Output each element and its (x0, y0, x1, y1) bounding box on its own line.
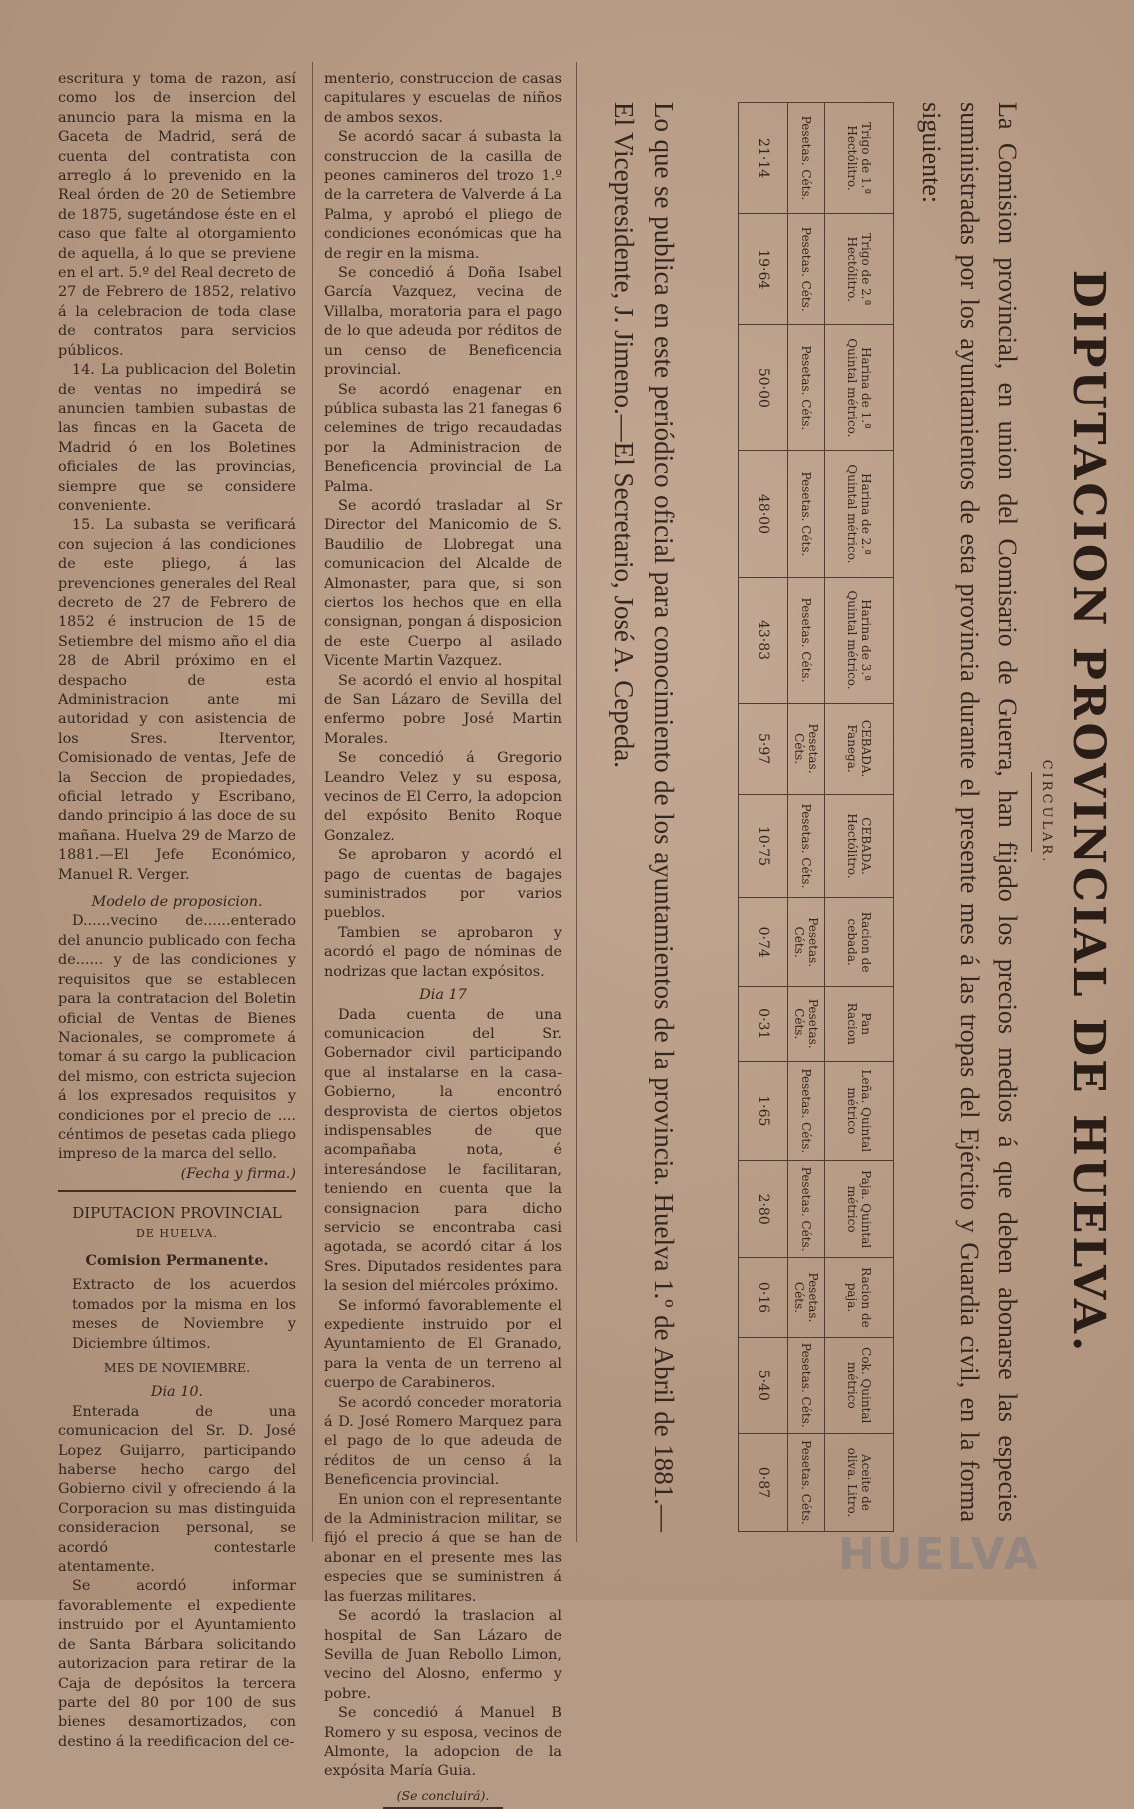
footer-text: Lo que se publica en este periódico oficial para conocimiento de los ayuntamientos de la provincia. Huelva 1.º de Abril de 1881.—El Vicepresidente, J. Jimeno.—El Secretario, José A. Cepeda. (609, 102, 679, 1532)
unit-cell: Pesetas. Céts. (788, 898, 825, 986)
value-cell: 0·87 (739, 1433, 788, 1531)
paragraph: Se concedió á Gregorio Leandro Velez y su esposa, vecinos de El Cerro, la adopcion del expósito Benito Roque Gonzalez. (324, 750, 562, 844)
unit-cell: Pesetas. Céts. (788, 325, 825, 451)
paragraph: Extracto de los acuerdos tomados por la misma en los meses de Noviembre y Diciembre últimos. (72, 1277, 296, 1352)
signature-note: (Fecha y firma.) (180, 1165, 296, 1182)
unit-cell: Pesetas. Céts. (788, 1258, 825, 1337)
unit-cell: Pesetas. Céts. (788, 1061, 825, 1160)
rotated-circular (574, 62, 1134, 1562)
column-header: Harina de 3.ª Quintal métrico. (825, 577, 894, 703)
unit-cell: Pesetas. Céts. (788, 214, 825, 325)
value-cell: 0·31 (739, 986, 788, 1061)
circular-label: CIRCULAR. (1039, 759, 1054, 865)
huelva-logo-watermark: HUELVA (838, 1529, 1040, 1580)
column-divider (312, 62, 313, 1542)
unit-cell: Pesetas. Céts. (788, 103, 825, 214)
table-row (739, 103, 788, 1532)
section-heading: Modelo de proposicion. (91, 894, 263, 911)
paragraph: Se aprobaron y acordó el pago de cuentas de bagajes suministrados por varios pueblos. (324, 847, 562, 922)
section-subtitle: DE HUELVA. (136, 1226, 218, 1240)
column-header: Cok. Quintal métrico (825, 1337, 894, 1433)
column-header: Racion de cebada. (825, 898, 894, 986)
value-cell: 0·16 (739, 1258, 788, 1337)
section-heading: Comision Permanente. (85, 1251, 269, 1269)
column-middle (324, 70, 562, 1809)
unit-cell: Pesetas. Céts. (788, 986, 825, 1061)
month-heading: MES DE NOVIEMBRE. (103, 1360, 251, 1375)
paragraph: D......vecino de......enterado del anuncio publicado con fecha de...... y de las condiciones y requisitos que se establecen para la contratacion del Boletin oficial de Ventas de Bienes Nacionales, se compromete á tomar á su cargo la publicacion del mismo, con estricta sujecion á los expresados requisitos y condiciones por el precio de .... céntimos de pesetas cada pliego impreso de la marca del sello. (58, 913, 296, 1163)
continuation-note: (Se concluirá). (396, 1787, 490, 1803)
paragraph: Se acordó el envio al hospital de San Lázaro de Sevilla del enfermo pobre José Martin Morales. (324, 672, 562, 747)
paragraph: 15. La subasta se verificará con sujecion á las condiciones de este pliego, á las prevenciones generales del Real decreto de 27 de Febrero de 1852 é instrucion de 15 de Setiembre del mismo año el dia 28 de Abril próximo en el despacho de esta Administracion ante mi autoridad y con asistencia de los Sres. Iterventor, Comisionado de ventas, Jefe de la Seccion de propiedades, oficial letrado y Escribano, dando principio á las doce de su mañana. Huelva 29 de Marzo de 1881.—El Jefe Económico, Manuel R. Verger. (58, 517, 296, 883)
paragraph: Se acordó sacar á subasta la construccion de la casilla de peones camineros del trozo 1.º de la carretera de Valverde á La Palma, y aprobó el pliego de condiciones económicas que ha de regir en la misma. (324, 129, 562, 262)
paragraph: escritura y toma de razon, así como los de insercion del anuncio para la misma en la Gaceta de Madrid, será de cuenta del contratista con arreglo á lo prevenido en la Real órden de 20 de Setiembre de 1875, sugetándose éste en el caso que falte al otorgamiento de aquella, á lo que se previene en el art. 5.º del Real decreto de 27 de Febrero de 1852, relativo á la celebracion de toda clase de contratos para servicios públicos. (58, 71, 296, 359)
unit-cell: Pesetas. Céts. (788, 577, 825, 703)
page-title: DIPUTACION PROVINCIAL DE HUELVA. (1063, 269, 1114, 1355)
table-header-row (825, 103, 894, 1532)
paragraph: Tambien se aprobaron y acordó el pago de nóminas de nodrizas que lactan expósitos. (324, 924, 562, 980)
column-header: Pan Racion (825, 986, 894, 1061)
divider (1031, 772, 1032, 852)
column-header: Trigo de 2.ª Hectólitro. (825, 214, 894, 325)
intro-text: La Comision provincial, en union del Comisario de Guerra, han fijado los precios medios á que deben abonarse las especies suministradas por los ayuntamientos de esta provincia durante el presente mes á las tropas del Ejército y Guardia civil, en la forma siguiente: (917, 102, 1022, 1522)
column-header: Paja. Quintal métrico (825, 1161, 894, 1258)
value-cell: 48·00 (739, 451, 788, 577)
value-cell: 5·40 (739, 1337, 788, 1433)
paragraph: Se concedió á Manuel B Romero y su esposa, vecinos de Almonte, la adopcion de la expósita María Guia. (324, 1705, 562, 1780)
paragraph: 14. La publicacion del Boletin de ventas no impedirá se anuncien tambien subastas de las fincas en la Gaceta de Madrid ó en los Boletines oficiales de las provincias, siempre que se considere conveniente. (58, 362, 296, 514)
paragraph: Se acordó trasladar al Sr Director del Manicomio de S. Baudilio de Llobregat una comunicacion del Alcalde de Almonaster, para que, si son ciertos los hechos que en ella consignan, pongan á disposicion de este Cuerpo al asilado Vicente Martin Vazquez. (324, 497, 562, 670)
column-header: Aceite de oliva. Litro. (825, 1433, 894, 1531)
paragraph: Se concedió á Doña Isabel García Vazquez, vecina de Villalba, moratoria para el pago de lo que adeuda por réditos de un censo de Beneficencia provincial. (324, 265, 562, 379)
value-cell: 50·00 (739, 325, 788, 451)
column-header: Harina de 2.ª Quintal métrico. (825, 451, 894, 577)
paragraph: Dada cuenta de una comunicacion del Sr. Gobernador civil participando que al instalarse en la casa-Gobierno, la encontró desprovista de ciertos objetos indispensables de que acompañaba nota, é interesándose le facilitaran, teniendo en cuenta que la consignacion para dicho servicio se encontraba casi agotada, se acordó citar á los Sres. Diputados residentes para la sesion del miércoles próximo. (324, 1006, 562, 1295)
value-cell: 21·14 (739, 103, 788, 214)
value-cell: 43·83 (739, 577, 788, 703)
divider (58, 1190, 296, 1192)
paragraph: En union con el representante de la Administracion militar, se fijó el precio á que se han de abonar en el presente mes las especies que se suministren á las fuerzas militares. (324, 1491, 562, 1605)
unit-cell: Pesetas. Céts. (788, 451, 825, 577)
paragraph: menterio, construccion de casas capitulares y escuelas de niños de ambos sexos. (324, 71, 562, 126)
paragraph: Se acordó la traslacion al hospital de San Lázaro de Sevilla de Juan Rebollo Limon, vecino del Alosno, enfermo y pobre. (324, 1608, 562, 1702)
unit-cell: Pesetas. Céts. (788, 1337, 825, 1433)
section-title: DIPUTACION PROVINCIAL (72, 1204, 282, 1223)
column-header: Racion de paja. (825, 1258, 894, 1337)
value-cell: 5·97 (739, 703, 788, 794)
column-header: CEBADA. Hectólitro. (825, 794, 894, 898)
value-cell: 0·74 (739, 898, 788, 986)
paragraph: Enterada de una comunicacion del Sr. D. José Lopez Guijarro, participando haberse hecho cargo del Gobierno civil y ofreciendo á la Corporacion su mas distinguida consideracion personal, se acordó contestarle atentamente. (58, 1403, 296, 1576)
value-cell: 10·75 (739, 794, 788, 898)
day-heading: Dia 17 (419, 987, 467, 1004)
value-cell: 2·80 (739, 1161, 788, 1258)
unit-cell: Pesetas. Céts. (788, 1433, 825, 1531)
column-header: Harina de 1.ª Quintal métrico. (825, 325, 894, 451)
unit-cell: Pesetas. Céts. (788, 794, 825, 898)
day-heading: Dia 10. (150, 1384, 204, 1401)
column-left (58, 70, 296, 1752)
column-header: Trigo de 1.ª Hectólitro. (825, 103, 894, 214)
paragraph: Se acordó enagenar en pública subasta las 21 fanegas 6 celemines de trigo recaudadas por la Administracion de Beneficencia provincial de La Palma. (324, 381, 562, 495)
prices-table (738, 102, 894, 1532)
table-unit-row (788, 103, 825, 1532)
unit-cell: Pesetas. Céts. (788, 1161, 825, 1258)
column-header: CEBADA. Fanega. (825, 703, 894, 794)
unit-cell: Pesetas. Céts. (788, 703, 825, 794)
paragraph: Se informó favorablemente el expediente instruido por el Ayuntamiento de El Granado, para la venta de un terreno al cuerpo de Carabineros. (324, 1297, 562, 1392)
value-cell: 19·64 (739, 214, 788, 325)
paragraph: Se acordó conceder moratoria á D. José Romero Marquez para el pago de lo que adeuda de réditos de un censo á la Beneficencia provincial. (324, 1394, 562, 1489)
column-header: Leña. Quintal métrico (825, 1061, 894, 1160)
value-cell: 1·65 (739, 1061, 788, 1160)
paragraph: Se acordó informar favorablemente el expediente instruido por el Ayuntamiento de Santa Bárbara solicitando autorizacion para retirar de la Caja de depósitos la tercera parte del 80 por 100 de sus bienes desamortizados, con destino á la reedificacion del ce- (58, 1578, 296, 1750)
